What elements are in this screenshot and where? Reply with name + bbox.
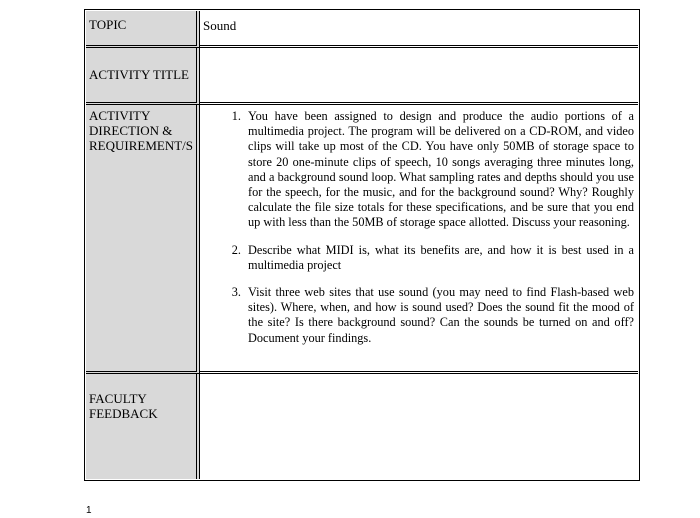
topic-label-cell [86, 11, 200, 48]
activity-sheet [84, 9, 640, 481]
requirement-item: 3. Visit three web sites that use sound (you may need to find Flash-based web sites). Where, when, and how is sound used? Does the sound fit the mood of the site? Is there background sound? Can the sounds be turned on and off? Document your findings. [244, 285, 634, 346]
requirement-item: 2. Describe what MIDI is, what its benefits are, and how it is best used in a multimedia project [244, 243, 634, 273]
activity-title-value-cell [200, 48, 638, 105]
requirements-row [86, 105, 638, 374]
requirements-label: ACTIVITY DIRECTION & REQUIREMENT/S [89, 108, 193, 153]
requirements-list [200, 105, 638, 346]
topic-label: TOPIC [89, 17, 127, 32]
page-number: 1 [86, 505, 92, 516]
faculty-feedback-row [86, 374, 638, 479]
faculty-feedback-label-cell [86, 374, 200, 479]
requirements-value-cell [200, 105, 638, 374]
activity-title-label: ACTIVITY TITLE [89, 67, 190, 82]
requirement-item: 1. You have been assigned to design and produce the audio portions of a multimedia project. The program will be delivered on a CD-ROM, and video clips will take up most of the CD. You have only 50MB of storage space to store 20 one-minute clips of speech, 10 songs averaging three minutes long, and a background sound loop. What sampling rates and depths should you use for the speech, for the music, and for the background sound? Why? Roughly calculate the file size totals for these specifications, and be sure that you end up with less than the 50MB of storage space allotted. Discuss your reasoning. [244, 109, 634, 231]
activity-title-label-cell [86, 48, 200, 105]
activity-table [86, 11, 638, 479]
topic-row [86, 11, 638, 48]
faculty-feedback-value-cell [200, 374, 638, 479]
faculty-feedback-label: FACULTY FEEDBACK [89, 391, 158, 421]
activity-title-row [86, 48, 638, 105]
topic-value-cell [200, 11, 638, 48]
topic-value: Sound [203, 18, 237, 33]
requirements-label-cell [86, 105, 200, 374]
